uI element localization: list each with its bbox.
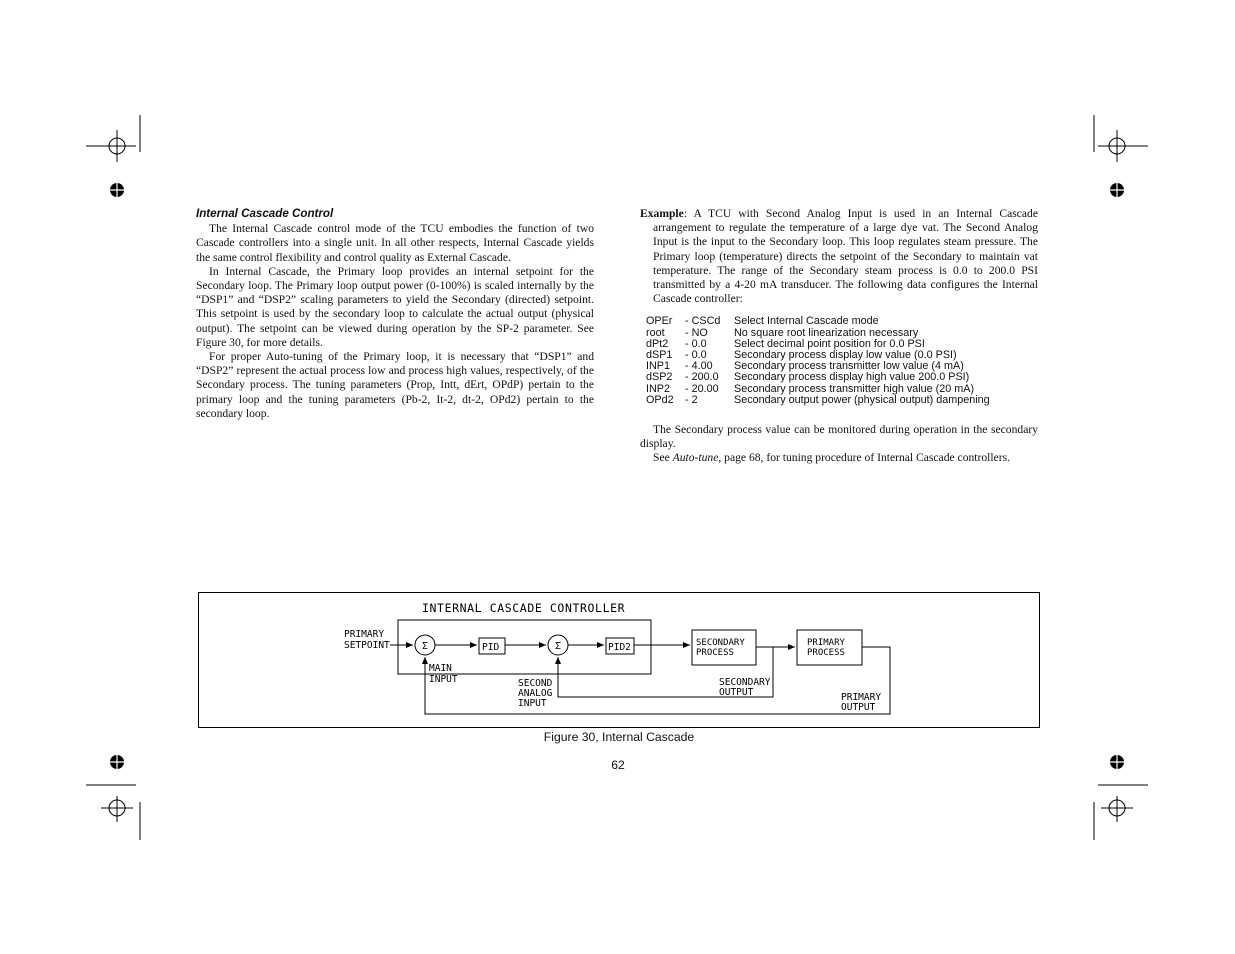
parameter-description: Secondary process transmitter high value (20 mA) [734,382,975,395]
parameter-description: Secondary process display high value 200.0 PSI) [734,371,970,384]
example-text: : A TCU with Second Analog Input is used in an Internal Cascade arrangement to regulate the temperature of a large dye vat. The Second Analog Input is the input to the Secondary loop. This loop regulates steam pressure. The Primary loop (temperature) directs the setpoint of the Secondary to maintain vat temperature. The range of the Secondary steam process is 0.0 to 200.0 PSI transmitted by a 4-20 mA transducer. The following data configures the Internal Cascade controller: [653,207,1038,306]
parameter-name: root [646,326,665,339]
cascade-block-diagram [198,592,1040,728]
secondary-process-label-2: PROCESS [696,648,734,658]
section-heading: Internal Cascade Control [196,207,334,220]
primary-process-label-1: PRIMARY [807,638,845,648]
parameter-row [646,316,990,327]
parameter-name: dSP2 [646,371,673,384]
parameter-table [646,316,990,406]
label-primary-output-1: PRIMARY [841,692,882,703]
parameter-value: - CSCd [685,315,721,328]
parameter-value: - 0.0 [685,337,707,350]
parameter-description: Secondary output power (physical output) dampening [734,393,990,406]
auto-tune-reference: Auto-tune [672,451,719,465]
parameter-description: Select Internal Cascade mode [734,315,879,328]
parameter-value: - NO [685,326,708,339]
parameter-row [646,395,990,406]
parameter-description: Secondary process transmitter low value (4 mA) [734,360,964,373]
paragraph-primary-loop: In Internal Cascade, the Primary loop provides an internal setpoint for the Secondary loop. The Primary loop output power (0-100%) is scaled internally by the “DSP1” and “DSP2” scaling parameters to yield the Secondary (directed) setpoint. This setpoint is used by the secondary loop to calculate the actual output (physical output). The setpoint can be viewed during operation by the SP-2 parameter. See Figure 30, for more details. [196,264,594,349]
parameter-value: - 2 [685,393,698,406]
label-primary-setpoint-2: SETPOINT [344,640,390,651]
parameter-name: dPt2 [646,337,669,350]
primary-process-label-2: PROCESS [807,648,845,658]
parameter-name: dSP1 [646,349,673,362]
secondary-process-label-1: SECONDARY [696,638,745,648]
label-second-analog-3: INPUT [518,698,547,709]
parameter-value: - 4.00 [685,360,713,373]
label-secondary-output-1: SECONDARY [719,677,771,688]
label-primary-setpoint-1: PRIMARY [344,629,385,640]
parameter-row [646,372,990,383]
sigma-symbol-2: Σ [554,641,562,652]
example-label: Example [640,207,684,220]
parameter-name: OPd2 [646,393,674,406]
label-second-analog-2: ANALOG [518,688,553,699]
see-prefix: See [653,451,673,465]
parameter-description: Secondary process display low value (0.0 PSI) [734,349,957,362]
label-second-analog-1: SECOND [518,678,553,689]
paragraph-monitor: The Secondary process value can be monitored during operation in the secondary display. [640,423,1038,451]
example-paragraph [640,207,1038,306]
pid-label: PID [482,642,500,653]
left-column [196,207,594,421]
parameter-name: OPEr [646,315,673,328]
parameter-value: - 20.00 [685,382,719,395]
see-suffix: , page 68, for tuning procedure of Internal Cascade controllers. [718,451,1011,465]
parameter-name: INP2 [646,382,671,395]
parameter-description: Select decimal point position for 0.0 PSI [734,337,925,350]
sigma-symbol-1: Σ [421,641,429,652]
page-number: 62 [611,758,625,772]
parameter-value: - 200.0 [685,371,719,384]
parameter-value: - 0.0 [685,349,707,362]
pid2-label: PID2 [608,642,631,653]
parameter-description: No square root linearization necessary [734,326,919,339]
label-secondary-output-2: OUTPUT [719,687,754,698]
parameter-name: INP1 [646,360,671,373]
paragraph-auto-tuning: For proper Auto-tuning of the Primary loop, it is necessary that “DSP1” and “DSP2” represent the actual process low and process high values, respectively, of the Secondary process. The tuning parameters (Prop, Intt, dErt, OPdP) pertain to the primary loop and the tuning parameters (Pb-2, It-2, dt-2, OPd2) pertain to the secondary loop. [196,350,594,420]
right-column [640,207,1038,466]
diagram-title: INTERNAL CASCADE CONTROLLER [422,601,626,615]
label-main-input-1: MAIN [429,663,452,674]
label-primary-output-2: OUTPUT [841,702,876,713]
figure-caption: Figure 30, Internal Cascade [543,730,695,744]
paragraph-see-auto-tune [640,451,1038,465]
paragraph-intro: The Internal Cascade control mode of the TCU embodies the function of two Cascade controllers into a single unit. In all other respects, Internal Cascade yields the same control flexibility and control quality as External Cascade. [196,222,594,264]
label-main-input-2: INPUT [429,674,458,685]
